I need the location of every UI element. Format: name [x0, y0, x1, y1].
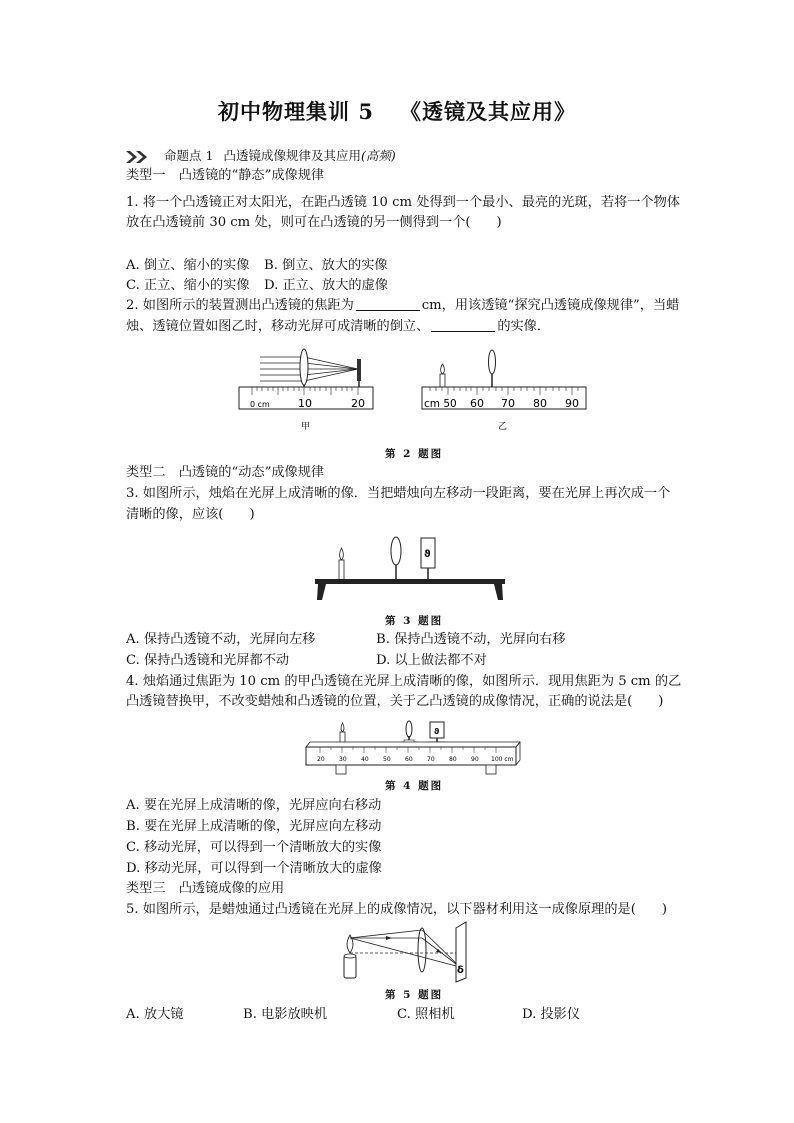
- q4-line2: [126, 692, 663, 712]
- fig4-tick-70: 70: [427, 756, 435, 763]
- q3-line2-text: 清晰的像，应该(: [126, 507, 224, 522]
- q4-option-b: B. 要在光屏上成清晰的像，光屏应向左移动: [126, 819, 382, 834]
- q3-option-b: B. 保持凸透镜不动，光屏向右移: [376, 632, 566, 647]
- q3-caption: 第 3 题图: [385, 615, 444, 627]
- svg-text:δ: δ: [457, 965, 464, 976]
- q2-line2-text-a: 烛、透镜位置如图乙时，移动光屏可成清晰的倒立、: [126, 319, 430, 334]
- q4-option-d: D. 移动光屏，可以得到一个清晰放大的虚像: [126, 861, 382, 876]
- q5-caption: 第 5 题图: [385, 989, 444, 1001]
- svg-text:ϑ: ϑ: [434, 727, 440, 736]
- q2-line1: [126, 296, 679, 316]
- fig2b-tick-90: 90: [565, 397, 579, 410]
- point-heading: [164, 146, 396, 166]
- q4-caption: 第 4 题图: [385, 780, 444, 792]
- q3-option-c: C. 保持凸透镜和光屏都不动: [126, 653, 290, 668]
- q5-option-c: C. 照相机: [397, 1007, 455, 1022]
- section-type3: 类型三 凸透镜成像的应用: [126, 881, 285, 896]
- section-type1: 类型一 凸透镜的“静态”成像规律: [126, 168, 325, 183]
- page-title: [0, 96, 794, 126]
- fig2b-tick-70: 70: [501, 397, 515, 410]
- fig2b-tick-50: cm 50: [424, 398, 457, 410]
- q1-option-a: A. 倒立、缩小的实像: [126, 258, 250, 273]
- section-type2: 类型二 凸透镜的“动态”成像规律: [126, 465, 325, 480]
- fig2b-tick-60: 60: [470, 397, 484, 410]
- point-label: 命题点 1: [164, 148, 214, 163]
- q4-option-c: C. 移动光屏，可以得到一个清晰放大的实像: [126, 840, 382, 855]
- q5-option-a: A. 放大镜: [126, 1007, 184, 1022]
- q2-line1-text-a: 2. 如图所示的装置测出凸透镜的焦距为: [126, 298, 354, 313]
- q2-caption: 第 2 题图: [385, 448, 444, 460]
- fig4-tick-20: 20: [317, 756, 325, 763]
- svg-text:ϑ: ϑ: [424, 549, 431, 560]
- q1-paren-close: ): [496, 215, 502, 230]
- q1-line1: 1. 将一个凸透镜正对太阳光，在距凸透镜 10 cm 处得到一个最小、最亮的光斑，若将一个物体: [126, 195, 680, 210]
- fig2b-tick-80: 80: [533, 397, 547, 410]
- q3-line2: [126, 505, 255, 525]
- figure-5: [334, 920, 476, 982]
- fig4-tick-40: 40: [361, 756, 369, 763]
- q2-blank-2: [431, 318, 495, 332]
- q2-line2: [126, 317, 550, 337]
- q4-line2-text: 凸透镜替换甲，不改变蜡烛和凸透镜的位置，关于乙凸透镜的成像情况，正确的说法是(: [126, 694, 633, 709]
- q2-line1-text-b: cm，用该透镜“探究凸透镜成像规律”，当蜡: [421, 298, 680, 313]
- q5-option-b: B. 电影放映机: [243, 1007, 328, 1022]
- fig2a-tick-0: 0 cm: [250, 400, 270, 409]
- fig2a-label: 甲: [301, 422, 311, 432]
- point-text: 凸透镜成像规律及其应用: [223, 148, 361, 163]
- q3-paren-close: ): [249, 507, 255, 522]
- q5-line1: [126, 900, 667, 920]
- fig4-tick-80: 80: [449, 756, 457, 763]
- q5-option-d: D. 投影仪: [522, 1007, 581, 1022]
- figure-4: [302, 716, 526, 776]
- fig2a-tick-20: 20: [351, 397, 365, 410]
- fig2b-label: 乙: [498, 422, 508, 432]
- q5-paren-close: ): [661, 902, 668, 917]
- fig4-tick-60: 60: [405, 756, 413, 763]
- q1-option-d: D. 正立、放大的虚像: [264, 278, 388, 293]
- figure-2a: [238, 345, 374, 435]
- title-main: 初中物理集训 5: [218, 99, 374, 124]
- fig4-tick-90: 90: [471, 756, 479, 763]
- q1-line2: [126, 213, 502, 233]
- fig4-tick-50: 50: [383, 756, 391, 763]
- figure-2b: [420, 350, 588, 435]
- fig2a-tick-10: 10: [298, 397, 312, 410]
- q4-option-a: A. 要在光屏上成清晰的像，光屏应向右移动: [126, 798, 382, 813]
- q5-line1-text: 5. 如图所示，是蜡烛通过凸透镜在光屏上的成像情况，以下器材利用这一成像原理的是(: [126, 902, 636, 917]
- q3-option-d: D. 以上做法都不对: [376, 653, 487, 668]
- q1-option-b: B. 倒立、放大的实像: [264, 258, 388, 273]
- title-sub: 《透镜及其应用》: [399, 99, 576, 124]
- q3-line1: 3. 如图所示，烛焰在光屏上成清晰的像．当把蜡烛向左移动一段距离，要在光屏上再次成一个: [126, 486, 671, 501]
- q1-option-c: C. 正立、缩小的实像: [126, 278, 250, 293]
- fig4-tick-30: 30: [339, 756, 347, 763]
- q2-line2-text-b: 的实像．: [497, 319, 551, 334]
- q1-line2-text: 放在凸透镜前 30 cm 处，则可在凸透镜的另一侧得到一个(: [126, 215, 471, 230]
- fig4-tick-100: 100 cm: [491, 756, 514, 763]
- double-chevron-icon: [126, 150, 152, 164]
- point-tag: (高频): [360, 148, 396, 163]
- q4-paren-close: ): [658, 694, 664, 709]
- q4-line1: 4. 烛焰通过焦距为 10 cm 的甲凸透镜在光屏上成清晰的像，如图所示．现用焦距为 5 cm 的乙: [126, 674, 682, 689]
- q2-blank-1: [356, 297, 420, 311]
- q3-option-a: A. 保持凸透镜不动，光屏向左移: [126, 632, 316, 647]
- figure-3: [312, 530, 508, 605]
